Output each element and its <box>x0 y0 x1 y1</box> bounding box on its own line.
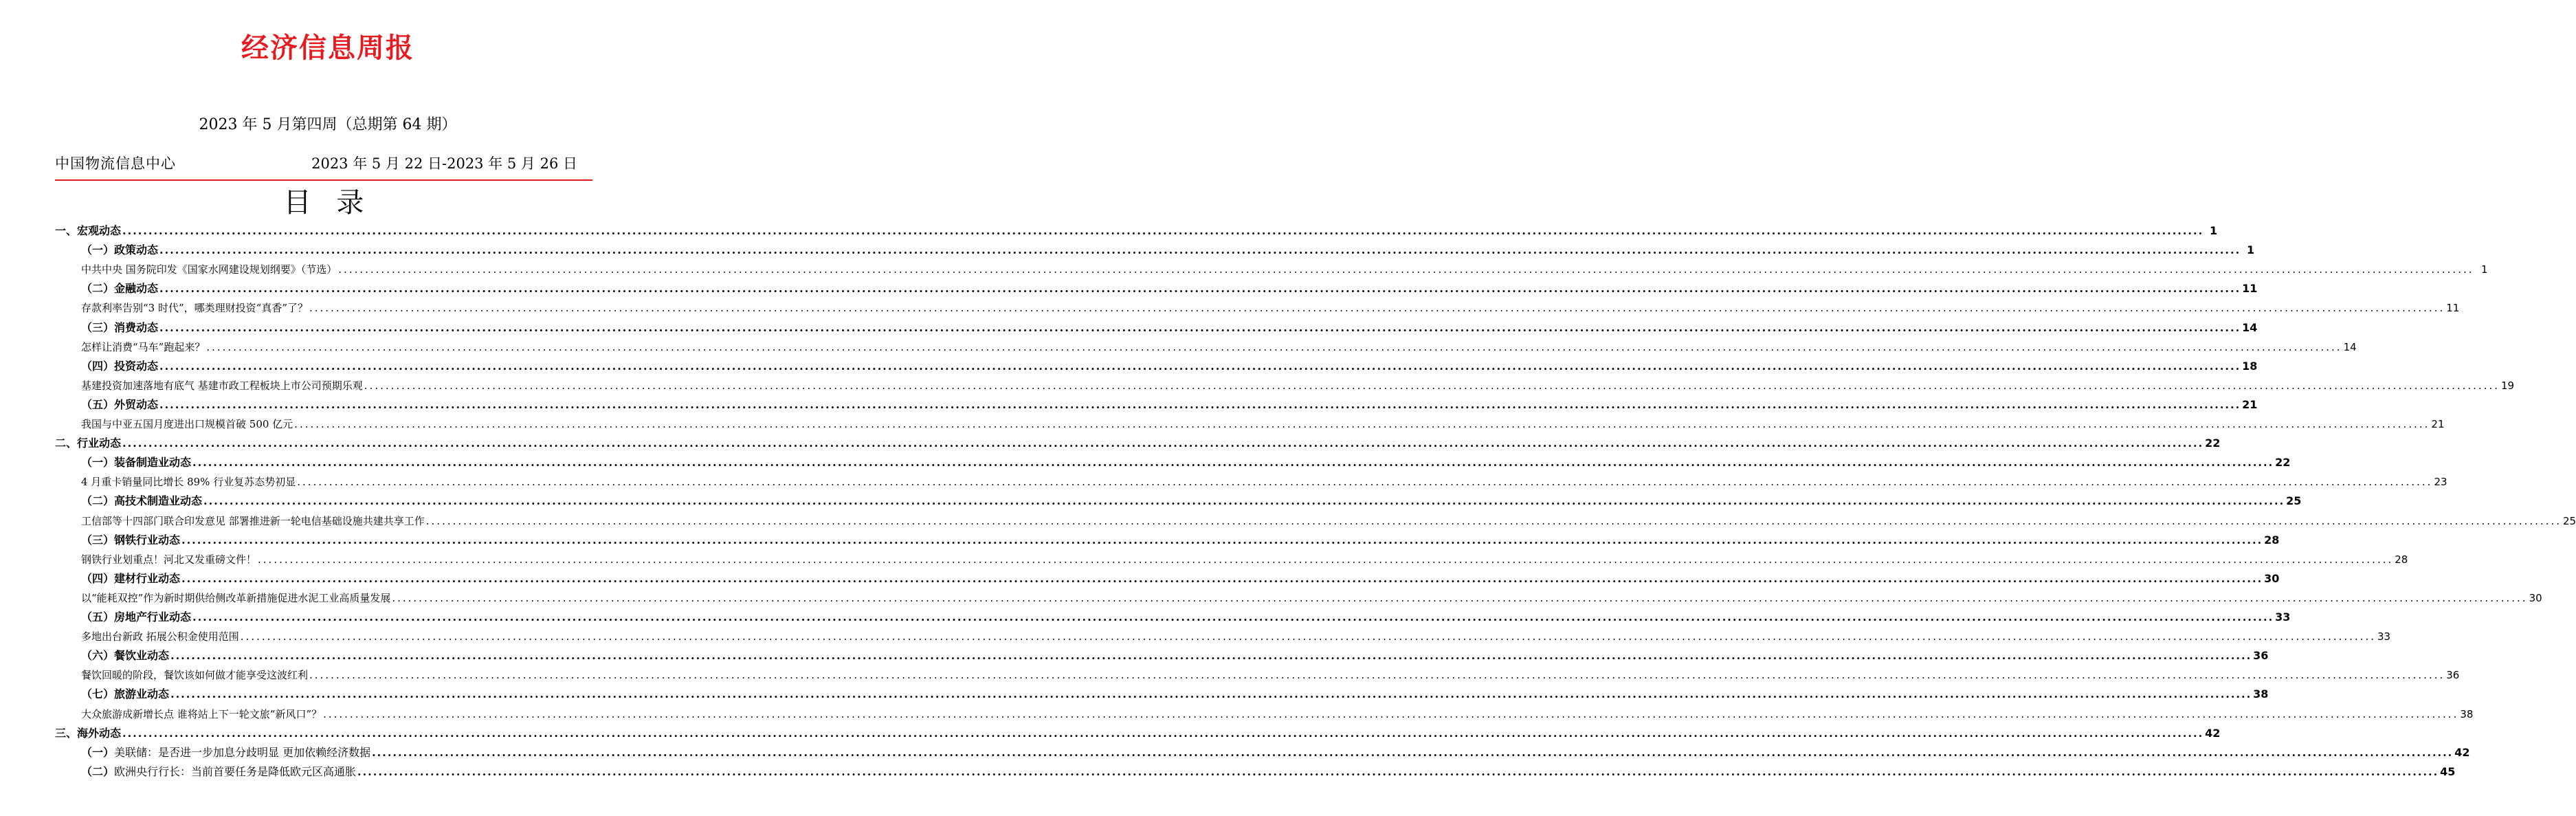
toc-subsection[interactable] <box>81 685 2269 704</box>
toc-entry-label: 以“能耗双控”作为新时期供给侧改革新措施促进水泥工业高质量发展 <box>81 591 391 604</box>
toc-subsection[interactable] <box>81 453 2291 472</box>
toc-page-number: 22 <box>2205 437 2221 450</box>
toc-entry-label: 基建投资加速落地有底气 基建市政工程板块上市公司预期乐观 <box>81 379 363 392</box>
toc-entry-text: 美联储：是否进一步加息分歧明显 更加依赖经济数据 <box>114 745 371 759</box>
toc-subsection[interactable] <box>81 318 2258 338</box>
toc-leader-dots: ................................................................................................................................................................................................................................................................................................................................................................................................................ <box>159 359 2241 373</box>
toc-page-number: 25 <box>2563 514 2576 527</box>
toc-entry-label: 二、行业动态 <box>55 437 122 450</box>
toc-leader-dots: ................................................................................................................................................................................................................................................................................................................................................................................................................ <box>357 764 2439 778</box>
toc-subsection[interactable] <box>81 743 2470 762</box>
toc-section[interactable] <box>55 724 2221 743</box>
toc-article[interactable] <box>81 260 2488 279</box>
toc-entry-label: （四）建材行业动态 <box>81 571 181 585</box>
toc-leader-dots: ................................................................................................................................................................................................................................................................................................................................................................................................................ <box>159 282 2241 296</box>
toc-page-number: 36 <box>2446 669 2460 682</box>
toc-leader-dots: ................................................................................................................................................................................................................................................................................................................................................................................................................ <box>240 630 2377 643</box>
toc-entry-label: 存款利率告别“3 时代”，哪类理财投资“真香”了？ <box>81 302 308 315</box>
toc-entry-label: 中共中央 国务院印发《国家水网建设规划纲要》（节选） <box>81 263 337 276</box>
toc-page-number: 30 <box>2529 591 2542 604</box>
toc-page-number: 36 <box>2253 649 2269 663</box>
toc-article[interactable] <box>81 705 2474 724</box>
toc-page-number: 25 <box>2286 494 2302 508</box>
org-name: 中国物流信息中心 <box>55 155 176 172</box>
toc-subsection[interactable] <box>81 608 2291 627</box>
toc-page-number: 1 <box>2247 243 2255 257</box>
toc-page-number: 22 <box>2275 456 2291 470</box>
toc-entry-label: （四）投资动态 <box>81 359 159 373</box>
toc-leader-dots: ................................................................................................................................................................................................................................................................................................................................................................................................................ <box>338 263 2474 276</box>
toc-leader-dots: ................................................................................................................................................................................................................................................................................................................................................................................................................ <box>258 553 2394 566</box>
toc-article[interactable] <box>81 376 2515 395</box>
toc-page-number: 38 <box>2460 707 2474 720</box>
toc-subsection[interactable] <box>81 492 2302 511</box>
toc-heading: 目 录 <box>283 187 373 219</box>
toc-leader-dots: ................................................................................................................................................................................................................................................................................................................................................................................................................ <box>294 418 2430 430</box>
toc-subsection[interactable] <box>81 569 2280 588</box>
toc-article[interactable] <box>81 588 2542 608</box>
toc-article[interactable] <box>81 511 2576 531</box>
toc-subsection[interactable] <box>81 531 2280 550</box>
toc-page-number: 33 <box>2377 630 2391 643</box>
toc-leader-dots: ................................................................................................................................................................................................................................................................................................................................................................................................................ <box>122 726 2204 740</box>
toc-subsection[interactable] <box>81 279 2258 298</box>
toc-page-number: 18 <box>2242 359 2258 373</box>
toc-leader-dots: ................................................................................................................................................................................................................................................................................................................................................................................................................ <box>309 302 2445 315</box>
toc-entry-label: （三）钢铁行业动态 <box>81 533 181 547</box>
toc-entry-prefix: （一） <box>81 745 115 759</box>
toc-entry-label: 一、宏观动态 <box>55 224 122 237</box>
toc-leader-dots: ................................................................................................................................................................................................................................................................................................................................................................................................................ <box>309 669 2445 682</box>
date-range: 2023 年 5 月 22 日-2023 年 5 月 26 日 <box>311 155 577 172</box>
toc-page-number: 23 <box>2434 476 2447 489</box>
toc-entry-label: 钢铁行业划重点！河北又发重磅文件！ <box>81 553 257 566</box>
toc-entry-prefix: （二） <box>81 764 115 778</box>
toc-entry-label: （五）房地产行业动态 <box>81 610 192 624</box>
toc-leader-dots: ................................................................................................................................................................................................................................................................................................................................................................................................................ <box>425 514 2562 527</box>
toc-leader-dots: ................................................................................................................................................................................................................................................................................................................................................................................................................ <box>181 533 2263 547</box>
toc-page-number: 21 <box>2242 397 2258 411</box>
toc-leader-dots: ................................................................................................................................................................................................................................................................................................................................................................................................................ <box>159 397 2241 411</box>
toc-page-number: 28 <box>2264 533 2280 547</box>
toc-entry-label: 我国与中亚五国月度进出口规模首破 500 亿元 <box>81 418 293 430</box>
toc-entry-label: 多地出台新政 拓展公积金使用范围 <box>81 630 239 643</box>
toc-leader-dots: ................................................................................................................................................................................................................................................................................................................................................................................................................ <box>203 494 2285 508</box>
toc-leader-dots: ................................................................................................................................................................................................................................................................................................................................................................................................................ <box>181 571 2263 585</box>
toc-section[interactable] <box>55 434 2221 453</box>
toc-page-number: 1 <box>2210 224 2218 237</box>
toc-article[interactable] <box>81 627 2391 646</box>
issue-line: 2023 年 5 月第四周（总期第 64 期） <box>199 116 457 133</box>
toc-leader-dots: ................................................................................................................................................................................................................................................................................................................................................................................................................ <box>159 243 2241 257</box>
toc-page-number: 11 <box>2242 282 2258 296</box>
toc-entry-label: 工信部等十四部门联合印发意见 部署推进新一轮电信基础设施共建共享工作 <box>81 514 425 527</box>
toc-subsection[interactable] <box>81 646 2269 665</box>
header-divider <box>55 179 592 181</box>
toc-page-number: 11 <box>2446 302 2460 315</box>
toc-entry-label: （五）外贸动态 <box>81 397 159 411</box>
toc-entry-label: 餐饮回暖的阶段，餐饮该如何做才能享受这波红利 <box>81 669 309 682</box>
toc-page-number: 19 <box>2501 379 2515 392</box>
toc-leader-dots: ................................................................................................................................................................................................................................................................................................................................................................................................................ <box>159 320 2241 334</box>
toc-article[interactable] <box>81 550 2408 569</box>
toc-entry-label: （六）餐饮业动态 <box>81 649 170 663</box>
toc-page-number: 30 <box>2264 571 2280 585</box>
toc-page-number: 45 <box>2440 764 2456 778</box>
toc-entry-label: 4 月重卡销量同比增长 89% 行业复苏态势初显 <box>81 476 296 489</box>
toc-leader-dots: ................................................................................................................................................................................................................................................................................................................................................................................................................ <box>122 224 2204 237</box>
toc-leader-dots: ................................................................................................................................................................................................................................................................................................................................................................................................................ <box>364 379 2500 392</box>
toc-page-number: 1 <box>2480 263 2488 276</box>
toc-entry-label <box>81 762 356 782</box>
toc-leader-dots: ................................................................................................................................................................................................................................................................................................................................................................................................................ <box>392 591 2528 604</box>
toc-entry-label: （一）政策动态 <box>81 243 159 257</box>
toc-page-number: 42 <box>2205 726 2221 740</box>
toc-leader-dots: ................................................................................................................................................................................................................................................................................................................................................................................................................ <box>206 340 2342 353</box>
toc-article[interactable] <box>81 298 2460 318</box>
report-title: 经济信息周报 <box>241 32 414 64</box>
toc-page-number: 42 <box>2454 745 2470 759</box>
toc-page-number: 14 <box>2242 320 2258 334</box>
toc-leader-dots: ................................................................................................................................................................................................................................................................................................................................................................................................................ <box>192 456 2274 470</box>
toc-leader-dots: ................................................................................................................................................................................................................................................................................................................................................................................................................ <box>170 649 2252 663</box>
toc-entry-text: 欧洲央行行长：当前首要任务是降低欧元区高通胀 <box>114 764 357 778</box>
toc-article[interactable] <box>81 665 2460 685</box>
toc-entry-label: （二）高技术制造业动态 <box>81 494 203 508</box>
toc-entry-label: （一）装备制造业动态 <box>81 456 192 470</box>
toc-leader-dots: ................................................................................................................................................................................................................................................................................................................................................................................................................ <box>372 745 2454 759</box>
toc-entry-label: 怎样让消费“马车”跑起来？ <box>81 340 206 353</box>
toc-section[interactable] <box>55 221 2218 241</box>
toc-entry-label: （二）金融动态 <box>81 282 159 296</box>
toc-entry-label: （三）消费动态 <box>81 320 159 334</box>
org-row <box>55 151 577 176</box>
toc-subsection[interactable] <box>81 357 2258 376</box>
toc-article[interactable] <box>81 415 2445 434</box>
toc-entry-label <box>81 743 370 762</box>
toc-page-number: 38 <box>2253 687 2269 701</box>
toc-entry-label: 大众旅游成新增长点 谁将站上下一轮文旅“新风口”？ <box>81 707 322 720</box>
toc-article[interactable] <box>81 338 2357 357</box>
toc-page-number: 21 <box>2431 418 2445 430</box>
toc-leader-dots: ................................................................................................................................................................................................................................................................................................................................................................................................................ <box>170 687 2252 701</box>
toc-page-number: 14 <box>2343 340 2357 353</box>
toc-page-number: 28 <box>2395 553 2408 566</box>
toc-leader-dots: ................................................................................................................................................................................................................................................................................................................................................................................................................ <box>122 437 2204 450</box>
toc-leader-dots: ................................................................................................................................................................................................................................................................................................................................................................................................................ <box>192 610 2274 624</box>
toc-subsection[interactable] <box>81 762 2456 782</box>
toc-leader-dots: ................................................................................................................................................................................................................................................................................................................................................................................................................ <box>297 476 2433 489</box>
toc-entry-label: （七）旅游业动态 <box>81 687 170 701</box>
toc-page-number: 33 <box>2275 610 2291 624</box>
toc-article[interactable] <box>81 472 2447 492</box>
toc-entry-label: 三、海外动态 <box>55 726 122 740</box>
toc-subsection[interactable] <box>81 395 2258 415</box>
toc-subsection[interactable] <box>81 241 2255 260</box>
toc-leader-dots: ................................................................................................................................................................................................................................................................................................................................................................................................................ <box>323 707 2459 720</box>
